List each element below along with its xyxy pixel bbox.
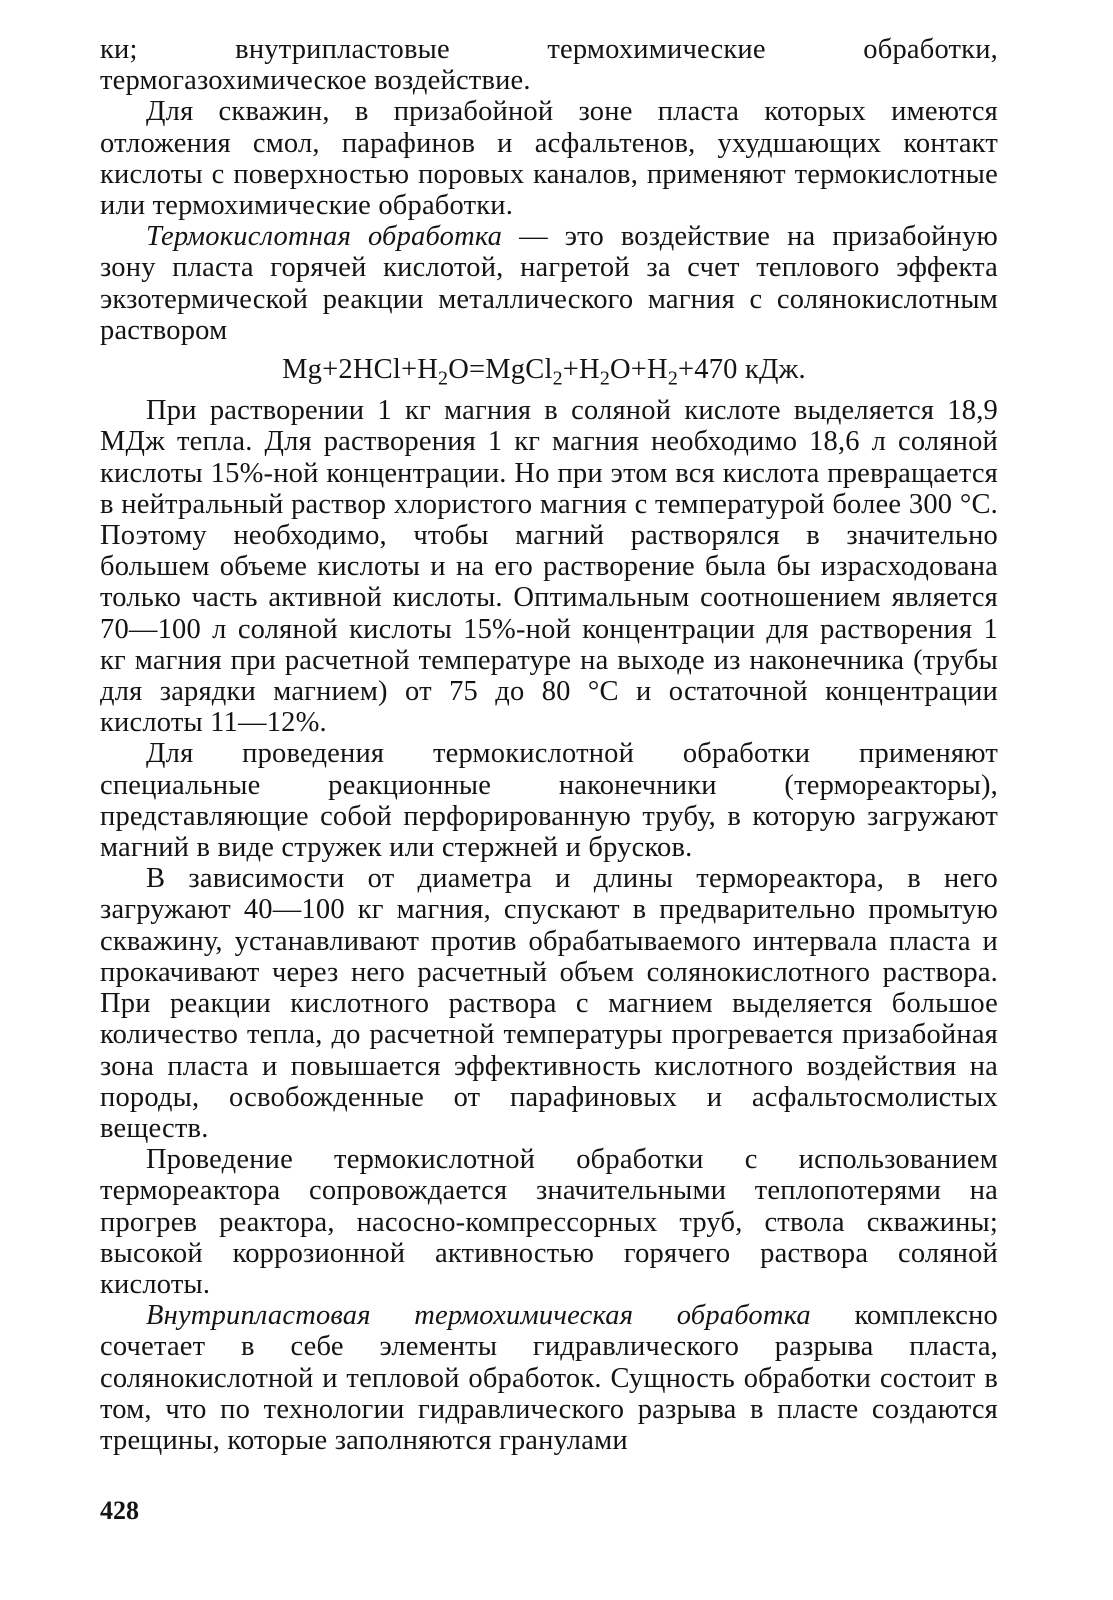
formula-part: Mg+2HCl+H (282, 354, 439, 386)
definition-text: — это воздействие на призабойную зону пласта горячей кислотой, нагретой за счет теплового эффекта экзотермической реакции металлического магния с солянокислотным раствором (100, 221, 999, 346)
formula-part: +H (562, 354, 600, 386)
formula-subscript: 2 (667, 367, 678, 390)
page-body (100, 34, 998, 1456)
paragraph-intralayer-treatment (100, 1300, 998, 1456)
reaction-formula (100, 354, 998, 390)
formula-part: +470 кДж. (678, 354, 806, 386)
paragraph-reaction-tips: Для проведения термокислотной обработки применяют специальные реакционные наконечники (термореакторы), представляющие собой перфорированную трубу, в которую загружают магний в виде стружек или стержней и брусков. (100, 738, 998, 864)
paragraph-wells-deposits: Для скважин, в призабойной зоне пласта которых имеются отложения смол, парафинов и асфальтенов, ухудшающих контакт кислоты с поверхностью поровых каналов, применяют термокислотные или термохимические обработки. (100, 96, 998, 222)
paragraph-magnesium-dissolution: При растворении 1 кг магния в соляной кислоте выделяется 18,9 МДж тепла. Для растворения 1 кг магния необходимо 18,6 л соляной кислоты 15%-ной концентрации. Но при этом вся кислота превращается в нейтральный раствор хлористого магния с температурой более 300 °С. Поэтому необходимо, чтобы магний растворялся в значительно большем объеме кислоты и на его растворение была бы израсходована только часть активной кислоты. Оптимальным соотношением является 70—100 л соляной кислоты 15%-ной концентрации для растворения 1 кг магния при расчетной температуре на выходе из наконечника (трубы для зарядки магнием) от 75 до 80 °С и остаточной концентрации кислоты 11—12%. (100, 395, 998, 739)
term-thermoacid-treatment: Термокислотная обработка (146, 221, 503, 253)
paragraph-thermoacid-definition (100, 221, 998, 346)
term-intralayer-treatment: Внутрипластовая термохимическая обработка (146, 1300, 811, 1332)
formula-subscript: 2 (438, 367, 449, 390)
formula-subscript: 2 (552, 367, 563, 390)
paragraph-heat-losses: Проведение термокислотной обработки с использованием термореактора сопровождается значительными теплопотерями на прогрев реактора, насосно-компрессорных труб, ствола скважины; высокой коррозионной активностью горячего раствора соляной кислоты. (100, 1144, 998, 1300)
intralayer-text: комплексно сочетает в себе элементы гидравлического разрыва пласта, солянокислотной и тепловой обработок. Сущность обработки состоит в том, что по технологии гидравлического разрыва в пласте создаются трещины, которые заполняются гранулами (100, 1300, 998, 1456)
formula-part: O=MgCl (448, 354, 553, 386)
paragraph-thermoreactor-loading: В зависимости от диаметра и длины термореактора, в него загружают 40—100 кг магния, спускают в предварительно промытую скважину, устанавливают против обрабатываемого интервала пласта и прокачивают через него расчетный объем солянокислотного раствора. При реакции кислотного раствора с магнием выделяется большое количество тепла, до расчетной температуры прогревается призабойная зона пласта и повышается эффективность кислотного воздействия на породы, освобожденные от парафиновых и асфальтосмолистых веществ. (100, 863, 998, 1144)
page-number: 428 (100, 1496, 139, 1525)
formula-part: O+H (609, 354, 668, 386)
paragraph-continuation: ки; внутрипластовые термохимические обработки, термогазохимическое воздействие. (100, 34, 998, 97)
formula-subscript: 2 (599, 367, 610, 390)
